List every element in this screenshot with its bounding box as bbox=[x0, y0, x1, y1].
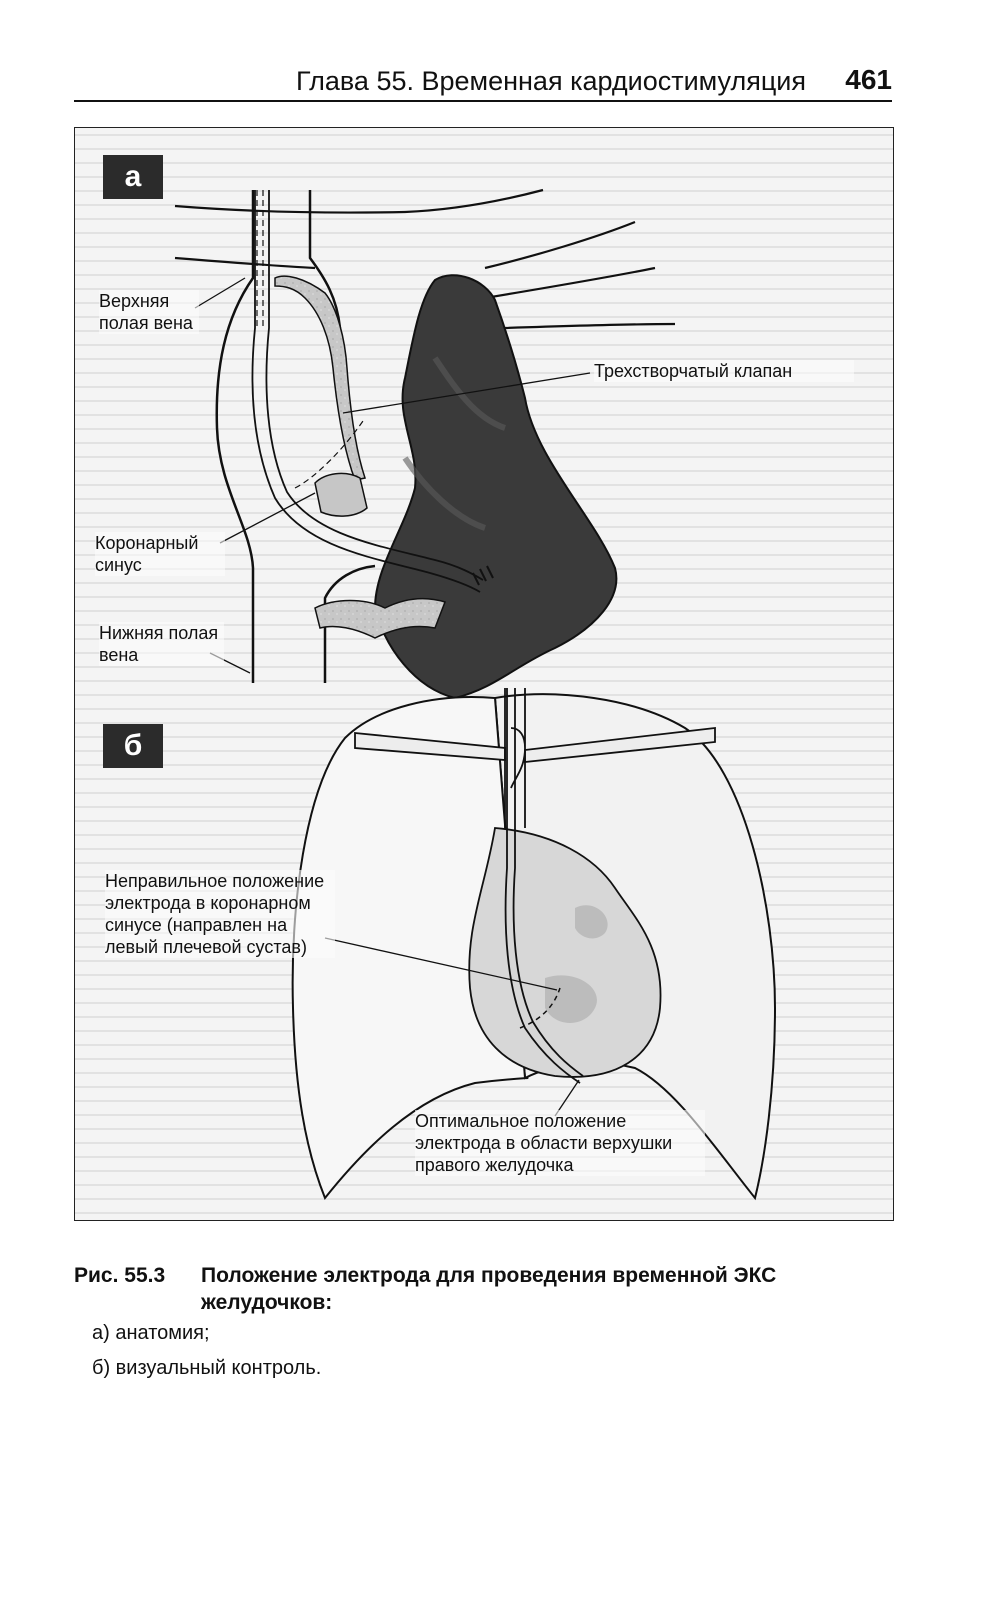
coronary-sinus-orifice bbox=[315, 473, 367, 516]
label-optimal-electrode-position: Оптимальное положение электрода в области верхушки правого желудочка bbox=[415, 1110, 705, 1176]
label-superior-vena-cava: Верхняя полая вена bbox=[99, 290, 199, 334]
label-wrong-electrode-position: Неправильное положение электрода в коронарном синусе (направлен на левый плечевой сустав) bbox=[105, 870, 335, 958]
panel-b-tag: б bbox=[103, 724, 163, 768]
label-inferior-vena-cava: Нижняя полая вена bbox=[99, 622, 224, 666]
figure-caption-text: Положение электрода для проведения временной ЭКС желудочков: bbox=[201, 1264, 777, 1314]
page-header bbox=[74, 62, 892, 102]
figure-panel bbox=[74, 127, 894, 1221]
panel-a-tag: а bbox=[103, 155, 163, 199]
caption-item-a: а) анатомия; bbox=[92, 1322, 210, 1344]
chapter-title: Глава 55. Временная кардиостимуляция bbox=[296, 66, 806, 96]
figure-number: Рис. 55.3 bbox=[74, 1264, 166, 1287]
label-coronary-sinus: Коронарный синус bbox=[95, 532, 225, 576]
label-tricuspid-valve: Трехстворчатый клапан bbox=[594, 360, 854, 382]
caption-item-b: б) визуальный контроль. bbox=[92, 1357, 322, 1379]
page-number: 461 bbox=[845, 64, 892, 95]
